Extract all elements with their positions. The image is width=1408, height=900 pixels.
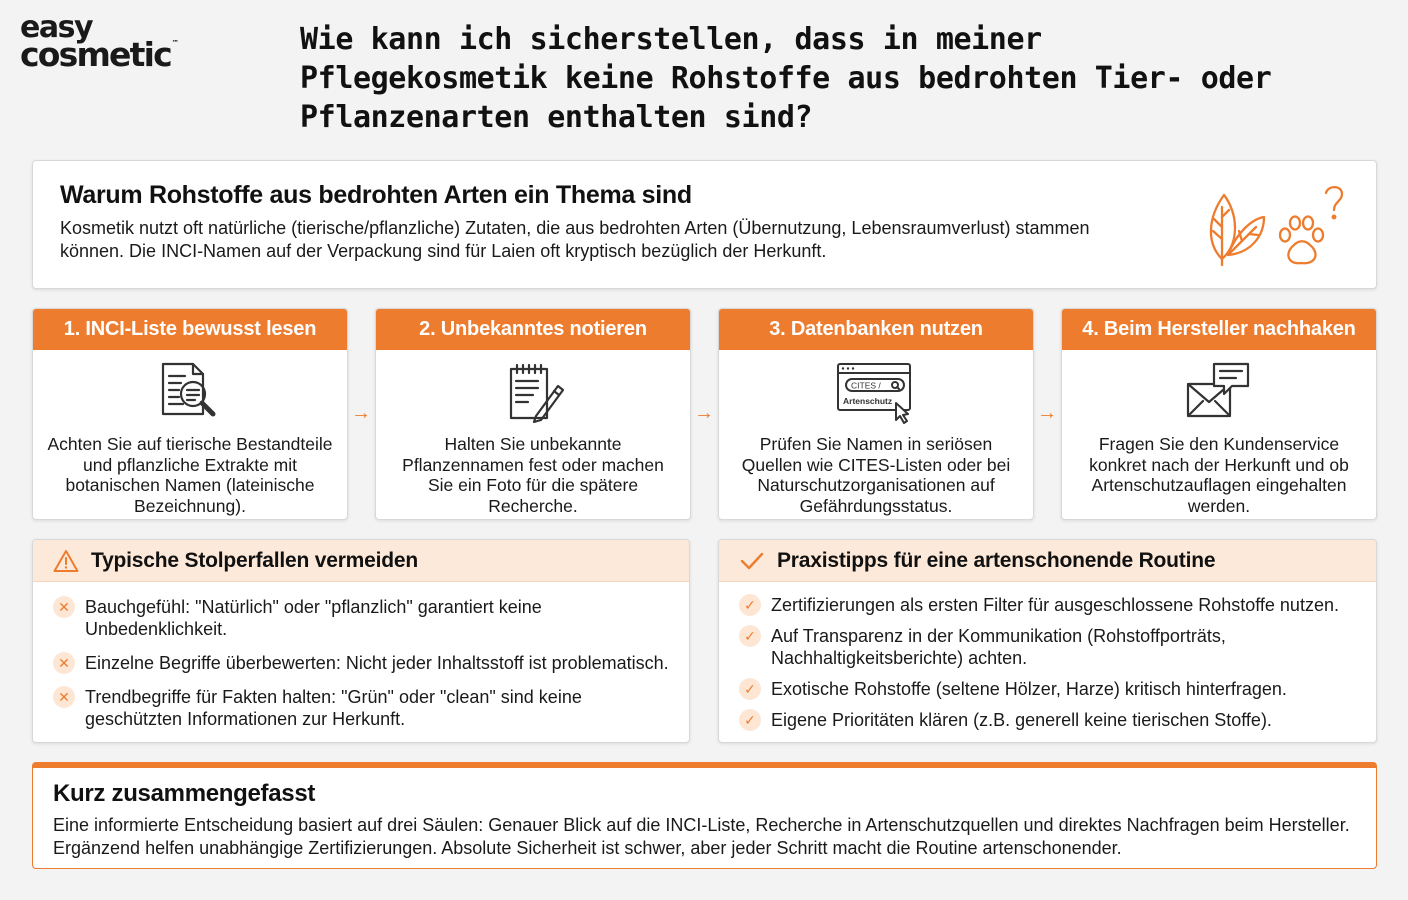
step-text: Prüfen Sie Namen in seriösen Quellen wie CITES-Listen oder bei Naturschutzorganisationen auf Gefährdungsstatus. bbox=[741, 434, 1011, 516]
cross-icon: ✕ bbox=[53, 596, 75, 618]
brand-line2-text: cosmetic bbox=[20, 34, 171, 74]
intro-text: Kosmetik nutzt oft natürliche (tierische/pflanzliche) Zutaten, die aus bedrohten Arten (Übernutzung, Lebensraumverlust) stammen können. Die INCI-Namen auf der Verpackung sind für Laien oft kryptisch bezüglich der Herkunft. bbox=[60, 218, 1090, 261]
tips-list bbox=[719, 582, 1376, 731]
step-text: Achten Sie auf tierische Bestandteile und pflanzliche Extrakte mit botanischen Namen (lateinische Bezeichnung). bbox=[47, 434, 333, 516]
panel-header bbox=[33, 540, 689, 582]
summary-heading: Kurz zusammengefasst bbox=[53, 780, 316, 807]
page-title: Wie kann ich sicherstellen, dass in meiner Pflegekosmetik keine Rohstoffe aus bedrohten Tier- oder Pflanzenarten enthalten sind? bbox=[300, 22, 1272, 135]
step-title: 3. Datenbanken nutzen bbox=[719, 309, 1033, 350]
pitfalls-panel bbox=[32, 539, 690, 743]
step-text: Halten Sie unbekannte Pflanzennamen fest oder machen Sie ein Foto für die spätere Recherche. bbox=[402, 434, 664, 516]
label-text: Artenschutz bbox=[843, 396, 893, 406]
summary-text: Eine informierte Entscheidung basiert auf drei Säulen: Genauer Blick auf die INCI-Liste, Recherche in Artenschutzquellen und direktes Nachfragen beim Hersteller. Ergänzend helfen unabhängige Zertifizierungen. Absolute Sicherheit ist schwer, aber jeder Schritt macht die Routine artenschonender. bbox=[53, 815, 1350, 858]
step-card-3 bbox=[718, 308, 1034, 520]
arrow-right-icon: → bbox=[351, 402, 371, 424]
list-item bbox=[739, 594, 1360, 616]
brand-line1: easy bbox=[20, 10, 93, 45]
list-item-text: Exotische Rohstoffe (seltene Hölzer, Harze) kritisch hinterfragen. bbox=[771, 679, 1287, 699]
step-card-1 bbox=[32, 308, 348, 520]
list-item-text: Eigene Prioritäten klären (z.B. generell keine tierischen Stoffe). bbox=[771, 710, 1272, 730]
panel-title: Typische Stolperfallen vermeiden bbox=[91, 548, 418, 572]
step-text: Fragen Sie den Kundenservice konkret nach der Herkunft und ob Artenschutzauflagen eingehalten werden. bbox=[1089, 434, 1349, 516]
summary-card bbox=[32, 762, 1377, 869]
check-icon: ✓ bbox=[739, 678, 761, 700]
step-title: 2. Unbekanntes notieren bbox=[376, 309, 690, 350]
list-item bbox=[53, 652, 673, 674]
cross-icon: ✕ bbox=[53, 686, 75, 708]
brand-line2 bbox=[20, 34, 179, 74]
panel-header bbox=[719, 540, 1376, 582]
brand-trademark: ™ bbox=[171, 38, 179, 47]
list-item-text: Bauchgefühl: "Natürlich" oder "pflanzlich" garantiert keine Unbedenklichkeit. bbox=[85, 597, 542, 639]
notepad-pencil-icon bbox=[498, 360, 568, 424]
list-item bbox=[739, 625, 1360, 669]
leaf-icon bbox=[1211, 195, 1264, 265]
pitfalls-list bbox=[33, 582, 689, 730]
list-item bbox=[53, 596, 673, 640]
arrow-right-icon: → bbox=[1037, 402, 1057, 424]
list-item-text: Auf Transparenz in der Kommunikation (Rohstoffporträts, Nachhaltigkeitsberichte) achten. bbox=[771, 626, 1226, 668]
list-item-text: Einzelne Begriffe überbewerten: Nicht jeder Inhaltsstoff ist problematisch. bbox=[85, 653, 669, 673]
list-item-text: Trendbegriffe für Fakten halten: "Grün" oder "clean" sind keine geschützten Informationen zur Herkunft. bbox=[85, 687, 582, 729]
warning-icon bbox=[53, 549, 79, 573]
intro-card bbox=[32, 160, 1377, 289]
search-text: CITES / bbox=[851, 380, 881, 391]
step-card-2 bbox=[375, 308, 691, 520]
brand-logo bbox=[20, 10, 179, 74]
panel-title: Praxistipps für eine artenschonende Routine bbox=[777, 548, 1216, 572]
list-item bbox=[739, 678, 1360, 700]
paw-question-icon bbox=[1280, 187, 1342, 263]
arrow-right-icon: → bbox=[694, 402, 714, 424]
browser-search-icon bbox=[836, 360, 916, 424]
step-title: 4. Beim Hersteller nachhaken bbox=[1062, 309, 1376, 350]
list-item-text: Zertifizierungen als ersten Filter für ausgeschlossene Rohstoffe nutzen. bbox=[771, 595, 1339, 615]
step-card-4 bbox=[1061, 308, 1377, 520]
list-item bbox=[739, 709, 1360, 731]
list-item bbox=[53, 686, 673, 730]
check-icon bbox=[739, 549, 765, 573]
intro-heading: Warum Rohstoffe aus bedrohten Arten ein Thema sind bbox=[60, 181, 692, 209]
envelope-chat-icon bbox=[1184, 360, 1254, 424]
leaf-paw-icons bbox=[1202, 183, 1348, 267]
check-icon: ✓ bbox=[739, 594, 761, 616]
step-title: 1. INCI-Liste bewusst lesen bbox=[33, 309, 347, 350]
check-icon: ✓ bbox=[739, 709, 761, 731]
tips-panel bbox=[718, 539, 1377, 743]
check-icon: ✓ bbox=[739, 625, 761, 647]
document-magnifier-icon bbox=[155, 360, 225, 424]
cross-icon: ✕ bbox=[53, 652, 75, 674]
